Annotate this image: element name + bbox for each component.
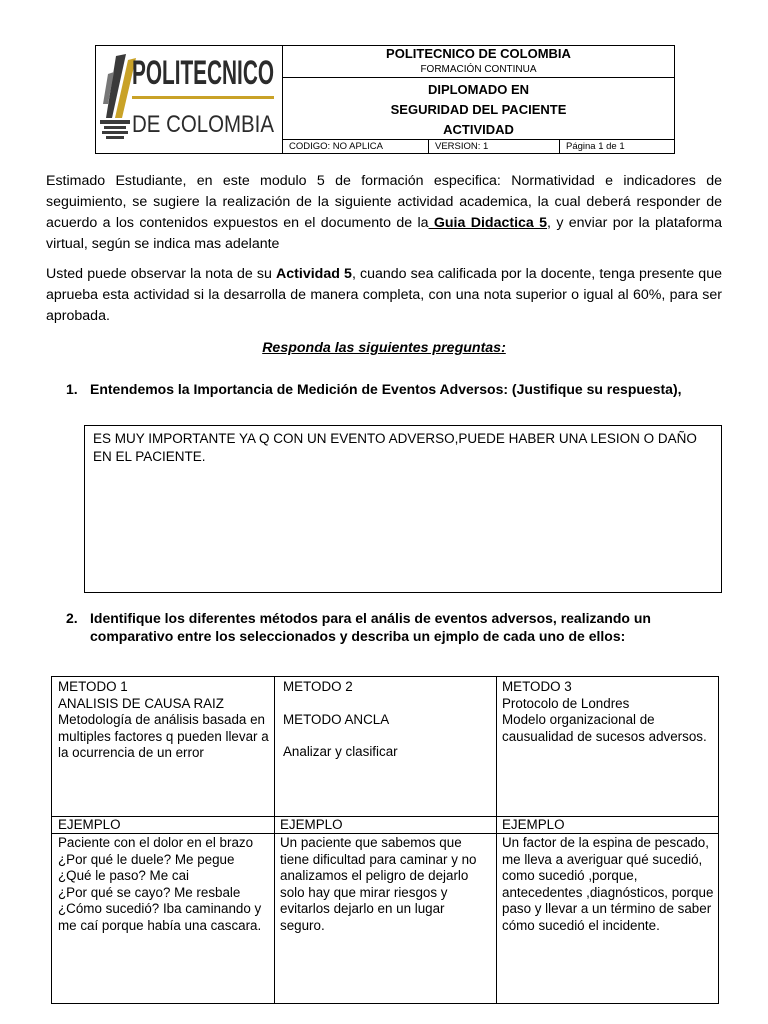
method-1-example-line: Paciente con el dolor en el brazo — [58, 835, 254, 850]
header-info — [283, 46, 674, 153]
method-2-label: METODO 2 — [283, 679, 353, 694]
intro-p1-after: , y enviar por la plataforma virtual, según se indica mas adelante — [46, 215, 722, 252]
method-2-description: Analizar y clasificar — [283, 744, 398, 759]
document-header — [95, 45, 675, 154]
document-version: VERSION: 1 — [429, 140, 560, 154]
logo-text-top: POLITECNICO — [132, 54, 274, 92]
activity-name: Actividad 5 — [276, 266, 352, 282]
header-meta-row — [283, 140, 674, 154]
method-1-cell — [58, 679, 270, 762]
institution-name: POLITECNICO DE COLOMBIA — [386, 46, 571, 61]
question-1-answer-box[interactable]: ES MUY IMPORTANTE YA Q CON UN EVENTO ADVERSO,PUEDE HABER UNA LESION O DAÑO EN EL PACIENTE. — [84, 425, 722, 593]
institution-logo — [96, 46, 283, 154]
questions-heading: Responda las siguientes preguntas: — [262, 340, 506, 356]
torch-icon — [96, 46, 282, 153]
method-2-cell — [283, 679, 491, 761]
method-3-label: METODO 3 — [502, 679, 572, 694]
method-3-example — [502, 835, 716, 934]
guia-didactica-link: Guia Didactica 5 — [428, 215, 548, 231]
method-1-example-line: ¿Por qué le duele? Me pegue — [58, 851, 235, 867]
title-line-3: ACTIVIDAD — [443, 122, 514, 137]
header-institution-row — [283, 46, 674, 78]
program-type: FORMACIÓN CONTINUA — [420, 64, 537, 75]
method-1-label: METODO 1 — [58, 679, 128, 694]
intro-p1-text: Estimado Estudiante, en este modulo 5 de formación especifica: Normatividad e indicadores de seguimiento, se sugiere la realización de la siguiente actividad academica, la cual deberá responder de acuerdo a los contenidos expuestos en el documento de la — [46, 173, 722, 231]
method-1-name: ANALISIS DE CAUSA RAIZ — [58, 695, 224, 711]
method-3-description: Modelo organizacional de causualidad de sucesos adversos. — [502, 712, 707, 744]
question-2-number: 2. — [66, 610, 78, 626]
method-2-example — [280, 835, 490, 934]
logo-text-bottom: DE COLOMBIA — [132, 111, 274, 138]
methods-table — [51, 676, 719, 1004]
title-line-2: SEGURIDAD DEL PACIENTE — [390, 102, 567, 117]
question-1-number: 1. — [66, 381, 78, 397]
method-3-cell — [502, 679, 714, 745]
method-1-example-line: ¿Por qué se cayo? Me resbale — [58, 884, 241, 900]
method-1-example-line: ¿Cómo sucedió? Iba caminando y me caí porque había una cascara. — [58, 901, 262, 933]
method-2-example-text: Un paciente que sabemos que tiene dificultad para caminar y no analizamos el peligro de dejarlo solo hay que mirar riesgos y evitarlos dejarlo en un lugar seguro. — [280, 835, 477, 933]
title-line-1: DIPLOMADO EN — [427, 82, 530, 97]
method-3-example-label: EJEMPLO — [502, 817, 565, 832]
page-number: Página 1 de 1 — [566, 141, 625, 152]
method-2-name: METODO ANCLA — [283, 711, 390, 727]
intro-paragraph-2 — [46, 264, 722, 327]
method-3-name: Protocolo de Londres — [502, 695, 630, 711]
method-3-example-text: Un factor de la espina de pescado, me lleva a averiguar qué sucedió, como sucedió ,porque, antecedentes ,diagnósticos, porque paso y llevar a un término de saber cómo sucedió el incidente. — [502, 835, 714, 933]
header-title-row — [283, 78, 674, 140]
method-2-example-label: EJEMPLO — [280, 817, 343, 832]
method-1-example-label: EJEMPLO — [58, 817, 121, 832]
intro-p2-after: , cuando sea calificada por la docente, tenga presente que aprueba esta actividad si la desarrolla de manera completa, con una nota superior o igual al 60%, para ser aprobada. — [46, 266, 722, 324]
method-1-example — [58, 835, 270, 934]
intro-paragraph-1 — [46, 171, 722, 255]
intro-p2-text: Usted puede observar la nota de su — [46, 266, 277, 282]
question-2-text: Identifique los diferentes métodos para el anális de eventos adversos, realizando un comparativo entre los seleccionados y describa un ejmplo de cada uno de ellos: — [90, 610, 651, 644]
document-code: CODIGO: NO APLICA — [283, 140, 429, 154]
method-1-example-line: ¿Qué le paso? Me cai — [58, 868, 189, 883]
question-1-text: Entendemos la Importancia de Medición de Eventos Adversos: (Justifique su respuesta), — [90, 381, 682, 397]
method-1-description: Metodología de análisis basada en multiples factores q pueden llevar a la ocurrencia de un error — [58, 712, 269, 760]
